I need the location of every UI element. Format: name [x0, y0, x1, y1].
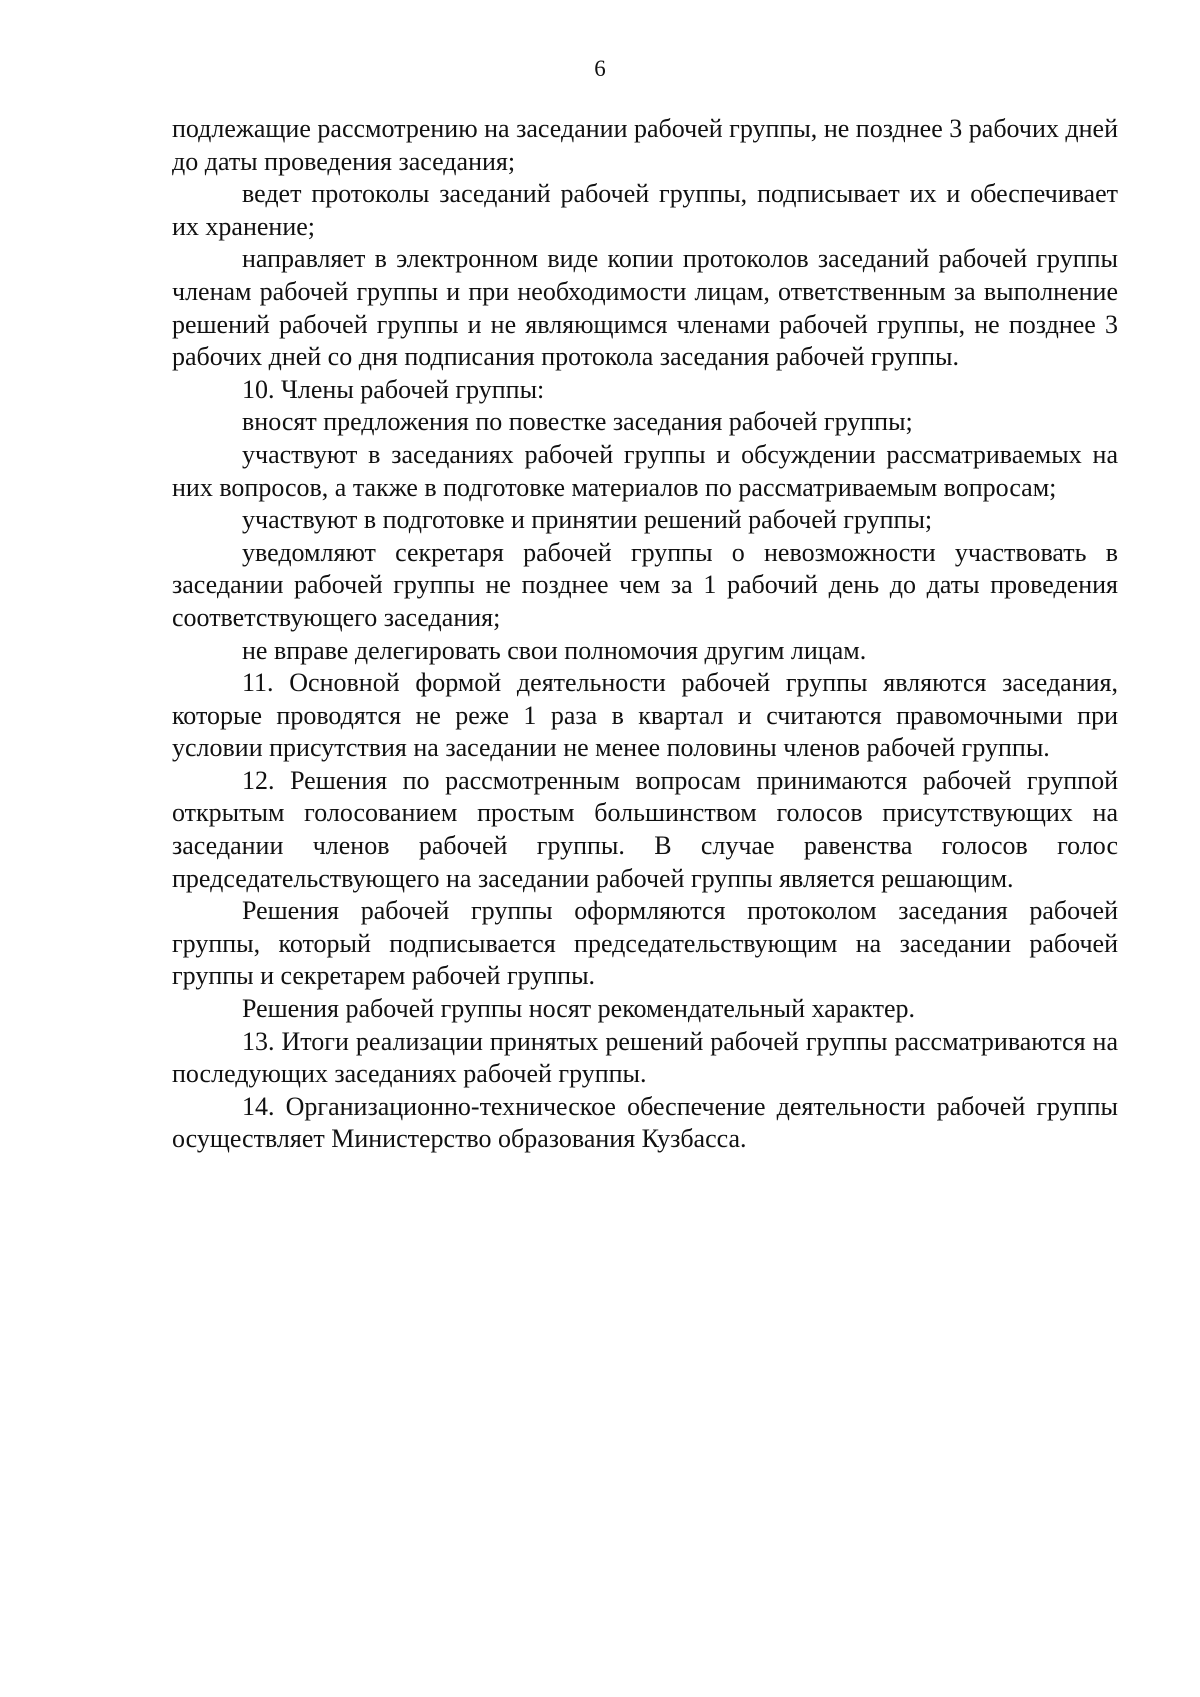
section-13: 13. Итоги реализации принятых решений рабочей группы рассматриваются на последующих заседаниях рабочей группы. — [172, 1026, 1118, 1089]
paragraph: участвуют в заседаниях рабочей группы и обсуждении рассматриваемых на них вопросов, а также в подготовке материалов по рассматриваемым вопросам; — [172, 439, 1118, 502]
paragraph: не вправе делегировать свои полномочия другим лицам. — [242, 635, 867, 665]
paragraph: уведомляют секретаря рабочей группы о невозможности участвовать в заседании рабочей группы не позднее чем за 1 рабочий день до даты проведения соответствующего заседания; — [172, 537, 1118, 632]
paragraph: Решения рабочей группы оформляются протоколом заседания рабочей группы, который подписывается председательствующим на заседании рабочей группы и секретарем рабочей группы. — [172, 896, 1118, 991]
paragraph: направляет в электронном виде копии протоколов заседаний рабочей группы членам рабочей группы и при необходимости лицам, ответственным за выполнение решений рабочей группы и не являющимся членами рабочей группы, не позднее 3 рабочих дней со дня подписания протокола заседания рабочей группы. — [172, 244, 1118, 372]
section-heading-10: 10. Члены рабочей группы: — [242, 374, 545, 404]
section-11: 11. Основной формой деятельности рабочей группы являются заседания, которые проводятся не реже 1 раза в квартал и считаются правомочными при условии присутствия на заседании не менее половины членов рабочей группы. — [172, 668, 1118, 763]
page-number: 6 — [594, 56, 606, 81]
paragraph: Решения рабочей группы носят рекомендательный характер. — [242, 994, 915, 1024]
paragraph: участвуют в подготовке и принятии решений рабочей группы; — [242, 505, 933, 535]
section-14: 14. Организационно-техническое обеспечение деятельности рабочей группы осуществляет Министерство образования Кузбасса. — [172, 1091, 1118, 1154]
paragraph: вносят предложения по повестке заседания рабочей группы; — [242, 407, 913, 437]
paragraph-continuation: подлежащие рассмотрению на заседании рабочей группы, не позднее 3 рабочих дней до даты проведения заседания; — [172, 114, 1118, 176]
paragraph: ведет протоколы заседаний рабочей группы, подписывает их и обеспечивает их хранение; — [172, 179, 1118, 241]
document-body — [172, 113, 1118, 1156]
section-12: 12. Решения по рассмотренным вопросам принимаются рабочей группой открытым голосованием простым большинством голосов присутствующих на заседании членов рабочей группы. В случае равенства голосов голос председательствующего на заседании рабочей группы является решающим. — [172, 765, 1118, 893]
